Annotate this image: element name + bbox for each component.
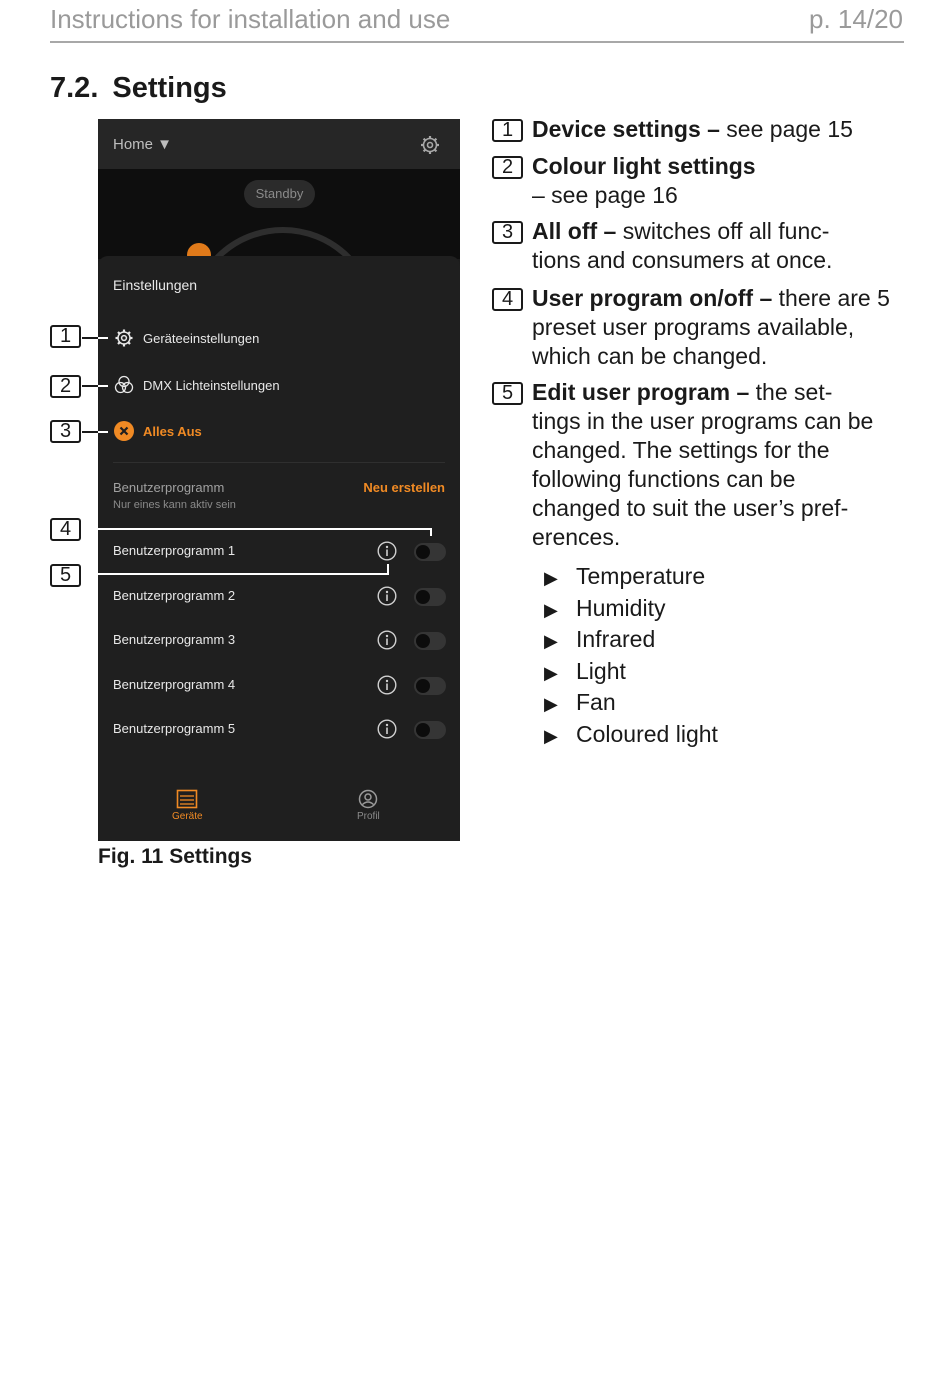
user-program-label: Benutzerprogramm 1 [113,543,236,558]
legend-description: the set-tings in the user programs can be changed. The settings for the following functions can be changed to suit the user’s pref-erences. [532,379,874,550]
page-number: p. 14/20 [809,4,903,34]
list-item [544,657,718,689]
menu-item-label: Geräteeinstellungen [143,330,260,346]
list-item [544,625,718,657]
callout-line-2 [82,385,98,387]
profile-icon [358,789,378,809]
user-program-label: Benutzerprogramm 2 [113,588,236,603]
legend-term: User program on/off – [532,285,773,311]
tab-label: Geräte [172,811,203,822]
user-programs-heading: Benutzerprogramm [113,480,225,495]
sheet-title: Einstellungen [113,277,198,293]
legend-description: there are 5 preset user programs available, which can be changed. [532,285,890,369]
legend-description: see page 15 [719,116,853,142]
home-selector[interactable]: Home ▼ [113,136,173,153]
triangle-bullet-icon: ▶ [544,631,558,652]
document-header-title: Instructions for installation and use [50,4,451,34]
function-label: Infrared [576,626,656,653]
callout-line-4 [98,529,431,536]
list-item [544,562,718,594]
user-program-label: Benutzerprogramm 4 [113,677,236,692]
callout-5: 5 [50,564,81,587]
callout-4: 4 [50,518,81,541]
callout-line-1 [82,337,98,339]
triangle-bullet-icon: ▶ [544,662,558,683]
legend-number-5: 5 [492,382,523,405]
user-program-label: Benutzerprogramm 3 [113,632,236,647]
legend-item-all-off [532,217,862,275]
function-label: Fan [576,689,616,716]
figure-caption: Fig. 11 Settings [98,845,253,868]
app-screenshot [98,119,460,841]
legend-item-device-settings [532,115,892,144]
list-item [544,720,718,752]
list-item [544,594,718,626]
list-item [544,688,718,720]
legend-description: – see page 16 [532,182,678,208]
legend-item-user-program-toggle [532,284,894,371]
callout-line-3-inner [98,431,108,433]
tab-profile[interactable] [357,789,380,822]
triangle-bullet-icon: ▶ [544,568,558,588]
function-list [544,562,718,752]
legend-term: All off – [532,218,617,244]
function-label: Temperature [576,563,706,589]
create-new-button[interactable]: Neu erstellen [363,480,445,495]
legend-description: switches off all func-tions and consumers at once. [532,218,833,273]
legend-number-4: 4 [492,288,523,311]
function-label: Light [576,657,626,684]
tab-label: Profil [357,811,380,822]
legend-number-3: 3 [492,221,523,244]
legend-term: Device settings – [532,116,720,142]
section-heading [50,72,227,105]
callout-3: 3 [50,420,81,443]
legend-number-1: 1 [492,119,523,142]
triangle-bullet-icon: ▶ [544,599,558,620]
function-label: Coloured light [576,720,718,747]
callout-line-3 [82,431,98,433]
tab-devices[interactable] [172,789,203,822]
user-programs-subtitle: Nur eines kann aktiv sein [113,499,236,511]
legend-term: Edit user program – [532,379,750,405]
header-divider [50,41,904,43]
standby-badge: Standby [244,180,315,208]
legend-number-2: 2 [492,156,523,179]
triangle-bullet-icon: ▶ [544,725,558,746]
menu-item-label: DMX Lichteinstellungen [143,377,280,393]
section-title: Settings [112,72,227,104]
legend-term: Colour light settings [532,153,756,179]
device-icon [176,789,198,809]
legend-item-edit-user-program [532,378,877,552]
legend-item-colour-light [532,152,892,210]
user-program-label: Benutzerprogramm 5 [113,721,236,736]
callout-line-5 [98,564,388,574]
callout-1: 1 [50,325,81,348]
callout-2: 2 [50,375,81,398]
function-label: Humidity [576,594,666,621]
callout-line-2-inner [98,385,108,387]
triangle-bullet-icon: ▶ [544,694,558,715]
menu-item-label: Alles Aus [143,423,202,439]
callout-line-1-inner [98,337,108,339]
section-number: 7.2. [50,72,99,104]
callout-lines-overlay [98,119,460,841]
